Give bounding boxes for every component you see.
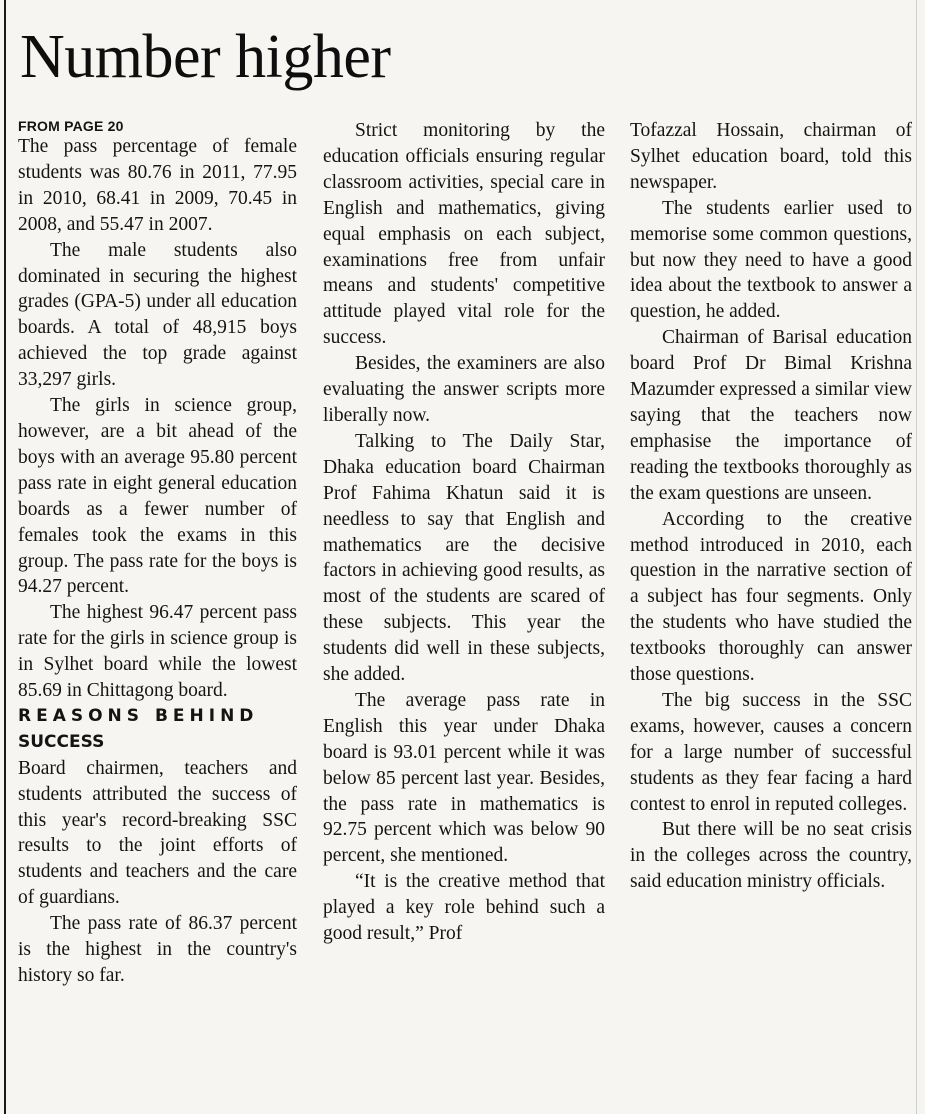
paragraph: Talking to The Daily Star, Dhaka education board Chairman Prof Fahima Khatun said it is needless to say that English and mathematics are the decisive factors in achieving good results, as most of the students are scared of these subjects. This year the students did well in these subjects, she added. (323, 430, 605, 686)
paragraph: The average pass rate in English this year under Dhaka board is 93.01 percent while it was below 85 percent last year. Besides, the pass rate in mathematics is 92.75 percent which was below 90 percent, she mentioned. (323, 689, 605, 867)
paragraph: The highest 96.47 percent pass rate for the girls in science group is in Sylhet board while the lowest 85.69 in Chittagong board. (18, 602, 297, 702)
column-rule-left (4, 0, 6, 1114)
paragraph: The students earlier used to memorise some common questions, but now they need to have a good idea about the textbook to answer a question, he added. (630, 197, 912, 323)
paragraph: The male students also dominated in securing the highest grades (GPA-5) under all education boards. A total of 48,915 boys achieved the top grade against 33,297 girls. (18, 239, 297, 391)
article-column-1 (18, 118, 297, 989)
paragraph: Board chairmen, teachers and students attributed the success of this year's record-breaking SSC results to the joint efforts of students and teachers and the care of guardians. (18, 757, 297, 909)
paragraph: Tofazzal Hossain, chairman of Sylhet education board, told this newspaper. (630, 120, 912, 193)
article-column-3 (630, 118, 912, 895)
article-column-2 (323, 118, 605, 947)
paragraph: The big success in the SSC exams, however, causes a concern for a large number of successful students as they fear facing a hard contest to enrol in reputed colleges. (630, 689, 912, 815)
paragraph: The pass rate of 86.37 percent is the highest in the country's history so far. (18, 913, 297, 986)
paragraph: The girls in science group, however, are a bit ahead of the boys with an average 95.80 percent pass rate in eight general education boards as a fewer number of females took the exams in this group. The pass rate for the boys is 94.27 percent. (18, 395, 297, 598)
paragraph: Besides, the examiners are also evaluating the answer scripts more liberally now. (323, 353, 605, 426)
paragraph: Strict monitoring by the education officials ensuring regular classroom activities, special care in English and mathematics, giving equal emphasis on each subject, examinations free from unfair means and students' competitive attitude played vital role for the success. (323, 120, 605, 349)
paragraph: “It is the creative method that played a key role behind such a good result,” Prof (323, 871, 605, 945)
subheading-success: SUCCESS (18, 731, 105, 752)
paragraph: But there will be no seat crisis in the colleges across the country, said education ministry officials. (630, 819, 912, 893)
paragraph: The pass percentage of female students was 80.76 in 2011, 77.95 in 2010, 68.41 in 2009, 70.45 in 2008, and 55.47 in 2007. (18, 136, 297, 235)
article-columns (18, 118, 918, 1108)
kicker-from-page: FROM PAGE 20 (18, 118, 124, 134)
subheading-reasons: REASONS BEHIND (18, 705, 259, 726)
headline: Number higher (20, 23, 391, 91)
paragraph: Chairman of Barisal education board Prof Dr Bimal Krishna Mazumder expressed a similar view saying that the teachers now emphasise the importance of reading the textbooks thoroughly as the exam questions are unseen. (630, 327, 912, 504)
paragraph: According to the creative method introduced in 2010, each question in the narrative section of a subject has four segments. Only the students who have studied the textbooks thoroughly can answer those questions. (630, 508, 912, 686)
